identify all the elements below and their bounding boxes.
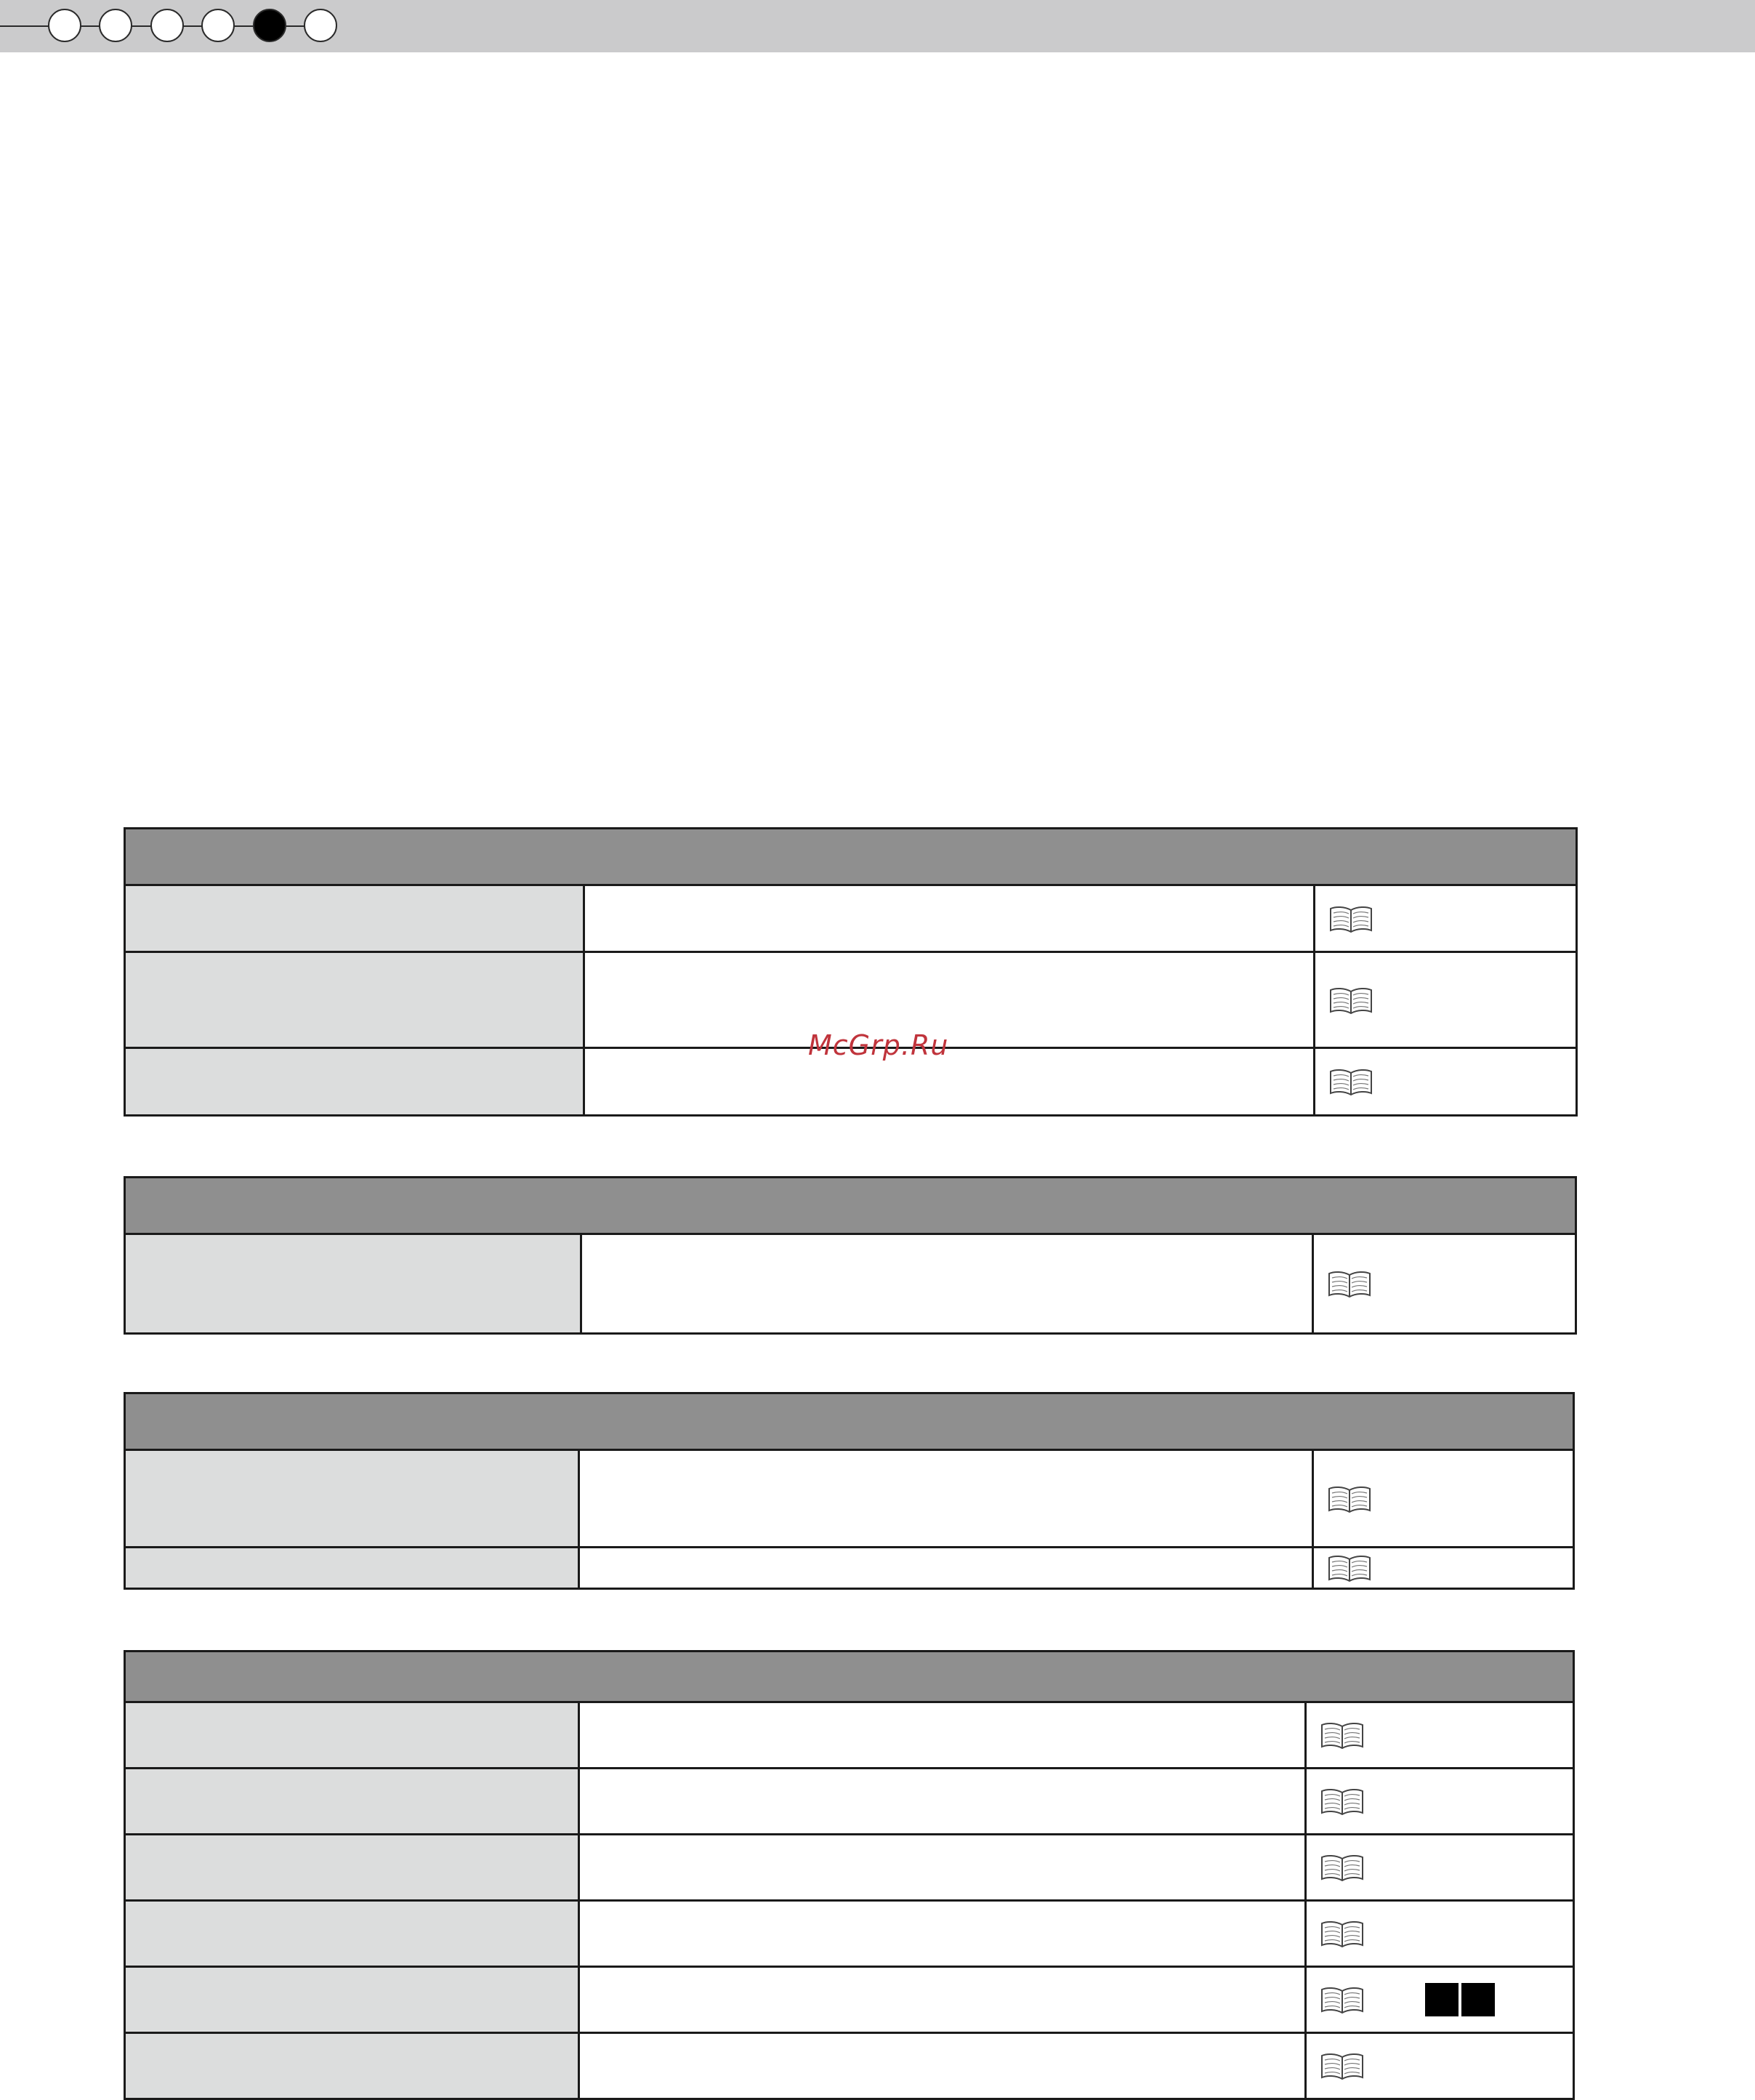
item-label-cell — [126, 1049, 585, 1114]
table-row — [126, 1451, 1573, 1548]
book-icon — [1320, 1721, 1365, 1750]
description-cell — [585, 1049, 1315, 1114]
page-reference-cell — [1307, 1703, 1573, 1767]
page-reference-cell — [1307, 1835, 1573, 1899]
book-icon — [1320, 2051, 1365, 2080]
description-cell — [580, 1451, 1314, 1546]
item-label-cell — [126, 953, 585, 1047]
book-icon — [1320, 1985, 1365, 2014]
page-reference-cell — [1314, 1235, 1575, 1332]
page-reference-cell — [1307, 1769, 1573, 1833]
step-1-circle-icon — [48, 9, 81, 42]
table-row — [126, 1235, 1575, 1332]
page-reference-cell — [1307, 1902, 1573, 1966]
item-label-cell — [126, 1968, 580, 2032]
step-3-circle-icon — [150, 9, 184, 42]
page-reference-cell — [1307, 1968, 1573, 2032]
table-row — [126, 1902, 1573, 1968]
description-cell — [582, 1235, 1314, 1332]
item-label-cell — [126, 1235, 582, 1332]
description-cell — [585, 886, 1315, 951]
book-icon — [1320, 1853, 1365, 1882]
book-icon — [1328, 904, 1373, 933]
table-row — [126, 1703, 1573, 1769]
reference-table-4 — [124, 1650, 1575, 2100]
reference-table-3 — [124, 1392, 1575, 1590]
table-header — [126, 1178, 1575, 1235]
table-row — [126, 1548, 1573, 1588]
step-6-circle-icon — [304, 9, 337, 42]
step-5-current-circle-icon — [253, 9, 286, 42]
book-icon — [1320, 1919, 1365, 1948]
book-icon — [1327, 1269, 1372, 1298]
item-label-cell — [126, 1902, 580, 1966]
reference-table-2 — [124, 1176, 1577, 1335]
item-label-cell — [126, 1548, 580, 1588]
table-header — [126, 1394, 1573, 1451]
table-row — [126, 2034, 1573, 2100]
page-reference-cell — [1315, 1049, 1576, 1114]
table-row — [126, 1835, 1573, 1902]
page-reference-cell — [1315, 886, 1576, 951]
table-header — [126, 829, 1576, 886]
description-cell — [580, 1902, 1307, 1966]
description-cell — [580, 2034, 1307, 2098]
description-cell — [580, 1968, 1307, 2032]
table-header — [126, 1652, 1573, 1703]
book-icon — [1327, 1484, 1372, 1513]
step-4-circle-icon — [201, 9, 235, 42]
item-label-cell — [126, 1451, 580, 1546]
redacted-block-icon — [1461, 1983, 1495, 2016]
book-icon — [1320, 1787, 1365, 1816]
description-cell — [580, 1769, 1307, 1833]
redacted-block-icon — [1425, 1983, 1459, 2016]
reference-table-1 — [124, 827, 1578, 1117]
book-icon — [1327, 1553, 1372, 1582]
page-reference-cell — [1315, 953, 1576, 1047]
table-row — [126, 886, 1576, 953]
table-row — [126, 1968, 1573, 2034]
page-reference-cell — [1314, 1451, 1573, 1546]
book-icon — [1328, 1067, 1373, 1096]
table-row — [126, 1769, 1573, 1835]
item-label-cell — [126, 1835, 580, 1899]
book-icon — [1328, 986, 1373, 1015]
page-reference-cell — [1314, 1548, 1573, 1588]
item-label-cell — [126, 1769, 580, 1833]
description-cell — [580, 1548, 1314, 1588]
page-reference-cell — [1307, 2034, 1573, 2098]
item-label-cell — [126, 886, 585, 951]
step-2-circle-icon — [99, 9, 132, 42]
item-label-cell — [126, 2034, 580, 2098]
item-label-cell — [126, 1703, 580, 1767]
description-cell — [580, 1835, 1307, 1899]
step-indicator-bar — [0, 0, 1755, 52]
watermark-text: McGrp.Ru — [808, 1029, 949, 1061]
description-cell — [585, 953, 1315, 1047]
description-cell — [580, 1703, 1307, 1767]
